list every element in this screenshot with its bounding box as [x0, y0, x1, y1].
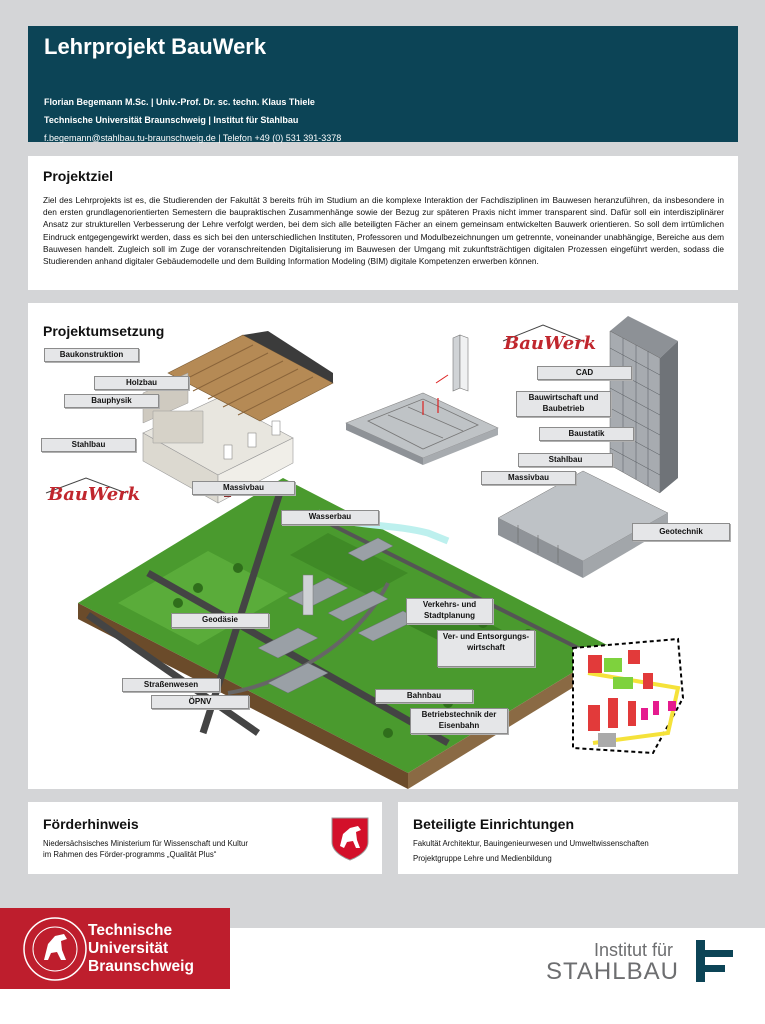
floorplan-model: [346, 335, 498, 465]
bauwerk-logo-left: BauWerk: [48, 484, 141, 505]
tu-seal-icon: [22, 916, 88, 982]
tag-verkehrs-stadtplanung: Verkehrs- und Stadtplanung: [406, 598, 493, 624]
tag-cad: CAD: [537, 366, 632, 380]
tag-holzbau: Holzbau: [94, 376, 189, 390]
tu-name-line2: Universität: [88, 940, 169, 957]
tag-baustatik: Baustatik: [539, 427, 634, 441]
poster-title: Lehrprojekt BauWerk: [44, 34, 267, 59]
projektziel-heading: Projektziel: [43, 168, 114, 184]
einrichtungen-panel: [398, 802, 738, 874]
tag-bauwirtschaft: Bauwirtschaft und Baubetrieb: [516, 391, 611, 417]
tag-betriebstechnik: Betriebstechnik der Eisenbahn: [410, 708, 508, 734]
tag-massivbau-left: Massivbau: [192, 481, 295, 495]
foerder-line2: im Rahmen des Förder-programms „Qualität Plus“: [43, 850, 217, 859]
house-model: [143, 331, 333, 503]
tag-massivbau-right: Massivbau: [481, 471, 576, 485]
einrichtungen-heading: Beteiligte Einrichtungen: [413, 816, 575, 832]
tag-bahnbau: Bahnbau: [375, 689, 473, 703]
tag-ver-entsorgung: Ver- und Entsorgungs-wirtschaft: [437, 630, 535, 667]
einrichtungen-line1: Fakultät Architektur, Bauingenieurwesen und Umweltwissenschaften: [413, 839, 649, 848]
projektumsetzung-heading: Projektumsetzung: [43, 323, 165, 339]
niedersachsen-crest-icon: [330, 816, 370, 862]
tag-geotechnik: Geotechnik: [632, 523, 730, 541]
institution: Technische Universität Braunschweig | Institut für Stahlbau: [44, 115, 299, 125]
tag-geodaesie: Geodäsie: [171, 613, 269, 628]
contact-info: f.begemann@stahlbau.tu-braunschweig.de | Telefon +49 (0) 531 391-3378: [44, 133, 342, 143]
projektumsetzung-panel: [28, 303, 738, 789]
tag-baukonstruktion: Baukonstruktion: [44, 348, 139, 362]
tag-strassenwesen: Straßenwesen: [122, 678, 220, 692]
map-tower: [303, 575, 313, 615]
stahlbau-logo-icon: [694, 938, 736, 984]
projektziel-text: Ziel des Lehrprojekts ist es, die Studierenden der Fakultät 3 bereits früh im Studium an die komplexe Interaktion der Fachdisziplinen im Bauwesen heranzuführen, da insbesondere in den ersten grundlagenorientierten Semestern die baupraktischen Zusammenhänge sowie der Bezug zur späteren Praxis nicht immer transparent sind. Dafür soll ein interdisziplinärer Ansatz zur strukturellen Verbesserung der Lehre verfolgt werden, bei dem sich alle beteiligten Fächer an einem gemeinsam entwickelten Bauwerk orientieren. So soll dem irrtümlichen Eindruck entgegengewirkt werden, dass es sich bei den unterschiedlichen Instituten, Professoren und Modulbezeichnungen um getrennte, voneinander unabhängige, Bereiche aus dem Bauwesen handelt. Zugleich soll im Zuge der voranschreitenden Digitalisierung im Bauwesen der Umgang mit zukunftsträchtigen digitalen Prozessen eingeführt werden, sodass die Studierenden anhand digitaler Gebäudemodelle und dem Building Information Modeling (BIM) digitale Kompetenzen erwerben können.: [43, 195, 724, 267]
bauwerk-logo-right: BauWerk: [504, 333, 597, 354]
tu-name-line1: Technische: [88, 922, 173, 939]
tag-stahlbau-left: Stahlbau: [41, 438, 136, 452]
foerderhinweis-heading: Förderhinweis: [43, 816, 139, 832]
site-plan: [573, 639, 683, 753]
tag-bauphysik: Bauphysik: [64, 394, 159, 408]
header-banner: [28, 26, 738, 142]
tu-braunschweig-logo: [0, 908, 230, 989]
authors: Florian Begemann M.Sc. | Univ.-Prof. Dr. sc. techn. Klaus Thiele: [44, 97, 315, 107]
projektziel-panel: [28, 156, 738, 290]
foerder-line1: Niedersächsisches Ministerium für Wissenschaft und Kultur: [43, 839, 248, 848]
tu-name-line3: Braunschweig: [88, 958, 194, 975]
tag-wasserbau: Wasserbau: [281, 510, 379, 525]
foerderhinweis-panel: [28, 802, 382, 874]
tag-oepnv: ÖPNV: [151, 695, 249, 709]
tag-stahlbau-right: Stahlbau: [518, 453, 613, 467]
institut-line2: STAHLBAU: [546, 958, 679, 985]
institut-line1: Institut für: [594, 940, 674, 960]
einrichtungen-line2: Projektgruppe Lehre und Medienbildung: [413, 854, 552, 863]
